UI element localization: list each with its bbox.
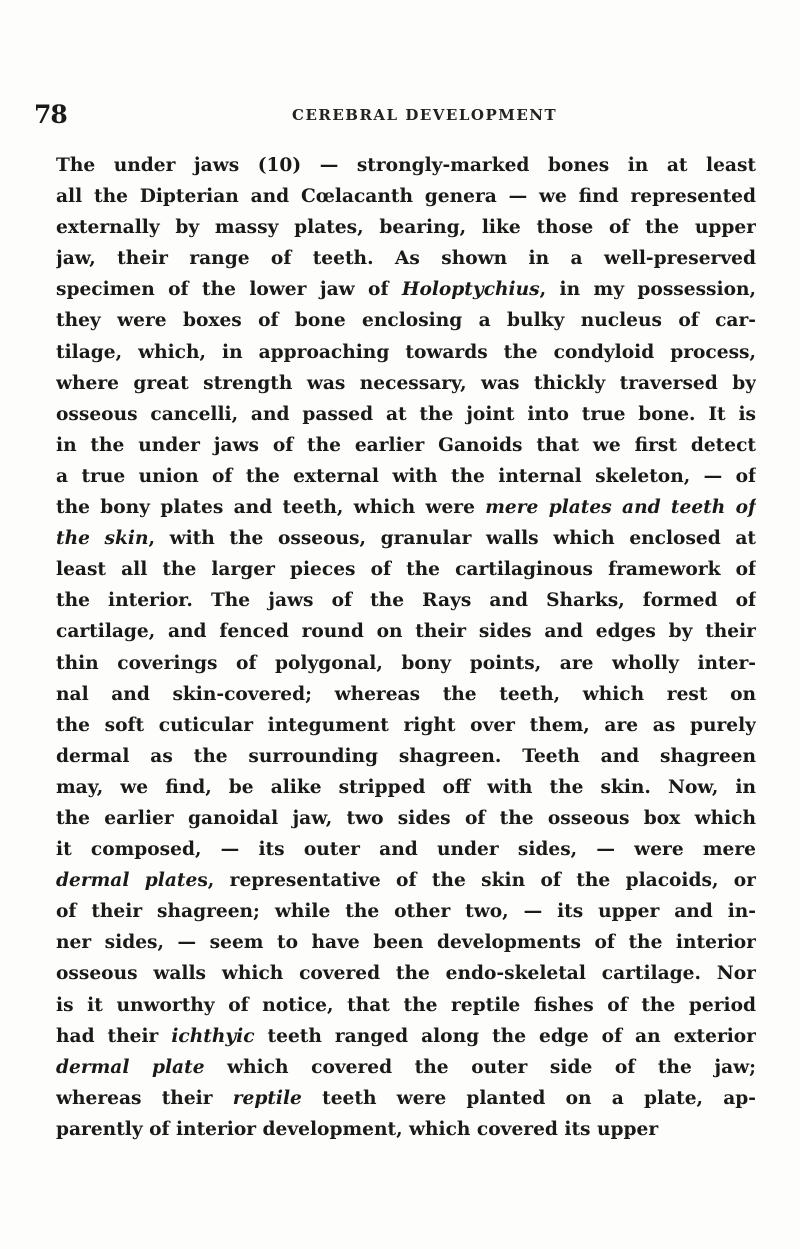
- body-paragraph: [56, 150, 756, 1145]
- text-line: may, we find, be alike stripped off with the skin. Now, in: [56, 776, 756, 798]
- text-line: osseous walls which covered the endo-skeletal cartilage. Nor: [56, 963, 756, 985]
- text-line: the skin, with the osseous, granular walls which enclosed at: [56, 528, 756, 550]
- text-line: the earlier ganoidal jaw, two sides of the osseous box which: [56, 807, 756, 829]
- text-line: thin coverings of polygonal, bony points, are wholly inter-: [56, 652, 756, 674]
- text-line: they were boxes of bone enclosing a bulky nucleus of car-: [56, 310, 756, 332]
- text-line: osseous cancelli, and passed at the joint into true bone. It is: [56, 403, 756, 425]
- text-line: the bony plates and teeth, which were mere plates and teeth of: [56, 497, 756, 519]
- text-line: whereas their reptile teeth were planted on a plate, ap-: [56, 1087, 756, 1109]
- text-line: had their ichthyic teeth ranged along the edge of an exterior: [56, 1025, 756, 1047]
- text-line: in the under jaws of the earlier Ganoids that we first detect: [56, 434, 756, 456]
- text-line: the interior. The jaws of the Rays and Sharks, formed of: [56, 590, 756, 612]
- text-line: all the Dipterian and Cœlacanth genera — we find represented: [56, 186, 756, 208]
- text-line: where great strength was necessary, was thickly traversed by: [56, 372, 756, 394]
- text-line: The under jaws (10) — strongly-marked bones in at least: [56, 155, 756, 176]
- running-title: CEREBRAL DEVELOPMENT: [292, 106, 558, 124]
- text-line: ner sides, — seem to have been developments of the interior: [56, 932, 756, 954]
- text-line: jaw, their range of teeth. As shown in a well-preserved: [56, 248, 756, 270]
- text-line: a true union of the external with the internal skeleton, — of: [56, 465, 756, 487]
- running-head: [34, 100, 774, 134]
- text-line: it composed, — its outer and under sides, — were mere: [56, 839, 756, 861]
- text-line: is it unworthy of notice, that the reptile fishes of the period: [56, 994, 756, 1016]
- page-number: 78: [34, 100, 67, 129]
- text-line: cartilage, and fenced round on their sides and edges by their: [56, 621, 756, 643]
- text-line: tilage, which, in approaching towards the condyloid process,: [56, 341, 756, 363]
- text-line: nal and skin-covered; whereas the teeth, which rest on: [56, 683, 756, 705]
- text-line: the soft cuticular integument right over them, are as purely: [56, 714, 756, 736]
- text-line: externally by massy plates, bearing, like those of the upper: [56, 217, 756, 239]
- text-line: dermal plates, representative of the skin of the placoids, or: [56, 870, 756, 892]
- text-line: dermal plate which covered the outer side of the jaw;: [56, 1056, 756, 1078]
- text-line: specimen of the lower jaw of Holoptychius, in my possession,: [56, 279, 756, 301]
- text-line: parently of interior development, which covered its upper: [56, 1118, 659, 1140]
- text-line: dermal as the surrounding shagreen. Teeth and shagreen: [56, 745, 756, 767]
- text-line: of their shagreen; while the other two, — its upper and in-: [56, 901, 756, 923]
- text-line: least all the larger pieces of the cartilaginous framework of: [56, 559, 756, 581]
